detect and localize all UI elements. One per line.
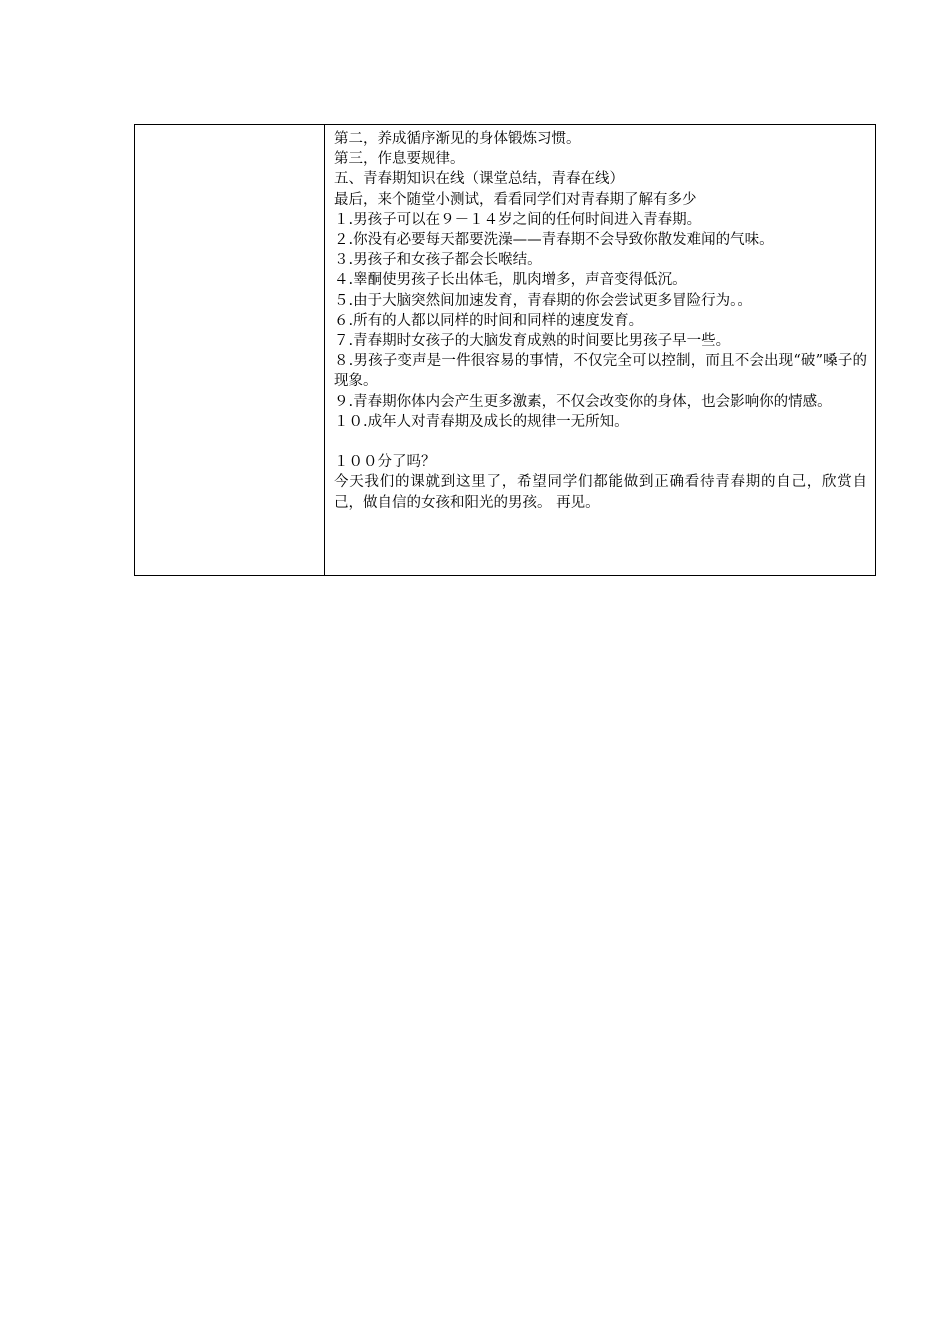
table-left-cell	[135, 125, 325, 575]
closing-remarks: 今天我们的课就到这里了，希望同学们都能做到正确看待青春期的自己，欣赏自己，做自信的女孩和阳光的男孩。 再见。	[334, 474, 867, 511]
quiz-intro: 最后，来个随堂小测试，看看同学们对青春期了解有多少	[334, 191, 697, 208]
quiz-item: ５.由于大脑突然间加速发育，青春期的你会尝试更多冒险行为。。	[334, 292, 752, 309]
quiz-item: １.男孩子可以在９－１４岁之间的任何时间进入青春期。	[334, 211, 702, 228]
score-question: １００分了吗？	[334, 454, 436, 471]
table-content-cell	[325, 125, 875, 575]
quiz-item: ９.青春期你体内会产生更多激素，不仅会改变你的身体，也会影响你的情感。	[334, 393, 832, 410]
quiz-item: ７.青春期时女孩子的大脑发育成熟的时间要比男孩子早一些。	[334, 333, 731, 350]
quiz-item: ４.睾酮使男孩子长出体毛，肌肉增多，声音变得低沉。	[334, 272, 687, 289]
section-heading: 五、青春期知识在线（课堂总结，青春在线）	[334, 171, 624, 188]
quiz-item: ２.你没有必要每天都要洗澡——青春期不会导致你散发难闻的气味。	[334, 232, 774, 249]
text-line: 第二，养成循序渐见的身体锻炼习惯。	[334, 131, 581, 147]
blank-line	[334, 432, 867, 452]
quiz-item: １０.成年人对青春期及成长的规律一无所知。	[334, 413, 629, 430]
quiz-item: ６.所有的人都以同样的时间和同样的速度发育。	[334, 312, 644, 329]
quiz-item: ８.男孩子变声是一件很容易的事情，不仅完全可以控制，而且不会出现“破”嗓子的现象。	[334, 353, 867, 390]
text-line: 第三，作息要规律。	[334, 151, 465, 168]
quiz-item: ３.男孩子和女孩子都会长喉结。	[334, 252, 542, 269]
lesson-table	[134, 124, 876, 576]
